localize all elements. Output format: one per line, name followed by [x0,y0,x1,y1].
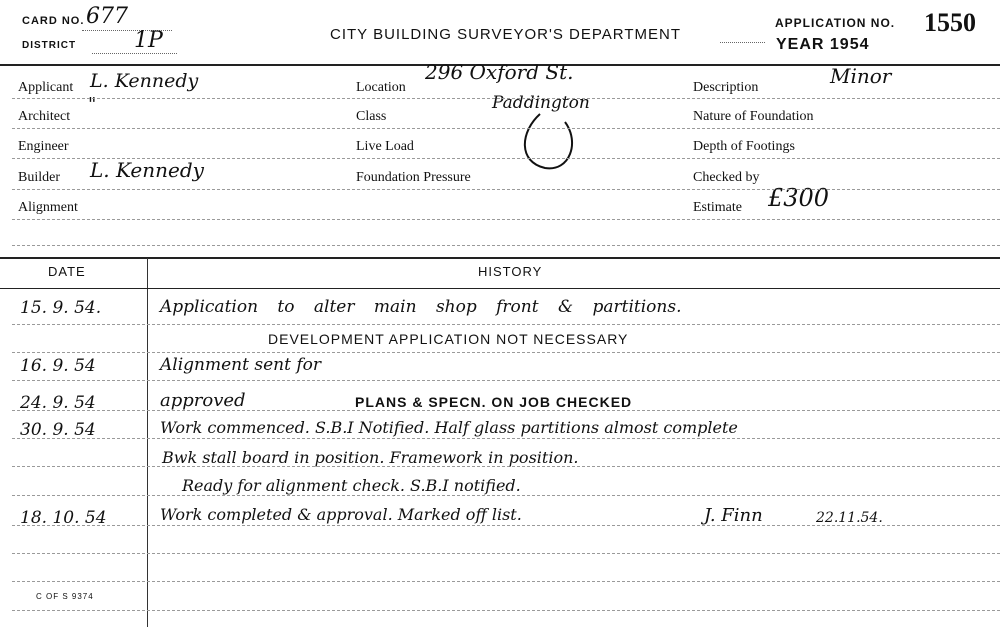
table-rule [12,380,1000,381]
location-value: 296 Oxford St. [425,60,574,84]
table-rule [12,438,1000,439]
history-date: 30. 9. 54 [20,420,96,440]
history-entry: Application to alter main shop front & partitions. [160,297,682,317]
form-code: C OF S 9374 [36,592,94,601]
card-no-value: 677 [86,4,128,29]
builder-label: Builder [18,170,60,185]
history-entry: Alignment sent for [160,355,321,375]
history-entry: Bwk stall board in position. Framework in position. [162,448,579,467]
field-rule [12,98,1000,99]
estimate-value: £300 [768,184,830,212]
table-rule [12,495,1000,496]
year-label: YEAR 1954 [776,36,870,53]
plans-checked-stamp: PLANS & SPECN. ON JOB CHECKED [355,394,633,410]
location-value-suburb: Paddington [492,93,590,113]
date-header: DATE [48,264,86,279]
live-load-label: Live Load [356,139,414,154]
field-rule [12,158,1000,159]
location-label: Location [356,80,406,95]
depth-of-footings-label: Depth of Footings [693,139,795,154]
nature-of-foundation-label: Nature of Foundation [693,109,814,124]
builder-value: L. Kennedy [90,158,204,182]
signature-date: 22.11.54. [816,510,883,526]
history-entry: Work commenced. S.B.I Notified. Half glass partitions almost complete [160,418,738,437]
signature: J. Finn [704,505,763,526]
table-rule [12,352,1000,353]
history-date: 18. 10. 54 [20,508,107,528]
history-header: HISTORY [478,264,543,279]
development-stamp: DEVELOPMENT APPLICATION NOT NECESSARY [268,331,629,347]
history-date: 15. 9. 54. [20,298,102,318]
application-no-label: APPLICATION NO. [775,16,896,30]
table-header-divider [0,288,1000,289]
engineer-label: Engineer [18,139,69,154]
checked-by-label: Checked by [693,170,760,185]
date-column-divider [147,258,148,627]
field-rule [12,128,1000,129]
history-entry: Ready for alignment check. S.B.I notified. [182,476,521,495]
district-underline [92,53,177,54]
foundation-pressure-label: Foundation Pressure [356,170,471,185]
field-rule [12,245,1000,246]
architect-value: " [88,94,97,115]
table-rule [12,324,1000,325]
department-title: CITY BUILDING SURVEYOR'S DEPARTMENT [330,26,681,43]
history-entry: approved [160,390,246,411]
history-entry: Work completed & approval. Marked off list. [160,505,522,524]
architect-label: Architect [18,109,71,124]
applicant-label: Applicant [18,80,74,95]
class-label: Class [356,109,387,124]
alignment-label: Alignment [18,200,78,215]
district-label: DISTRICT [22,40,77,51]
field-rule [12,219,1000,220]
table-rule [12,553,1000,554]
description-value: Minor [830,64,892,88]
application-no-value: 1550 [924,8,976,37]
district-value: 1P [134,28,163,53]
history-date: 16. 9. 54 [20,356,96,376]
fields-divider [0,257,1000,259]
description-label: Description [693,80,759,95]
applicant-value: L. Kennedy [90,70,199,92]
card-no-label: CARD NO. [22,15,85,27]
history-date: 24. 9. 54 [20,393,96,413]
estimate-label: Estimate [693,200,742,215]
title-underline [720,42,765,43]
field-rule [12,189,1000,190]
table-rule [12,610,1000,611]
handwritten-stroke [510,112,590,172]
table-rule [12,581,1000,582]
